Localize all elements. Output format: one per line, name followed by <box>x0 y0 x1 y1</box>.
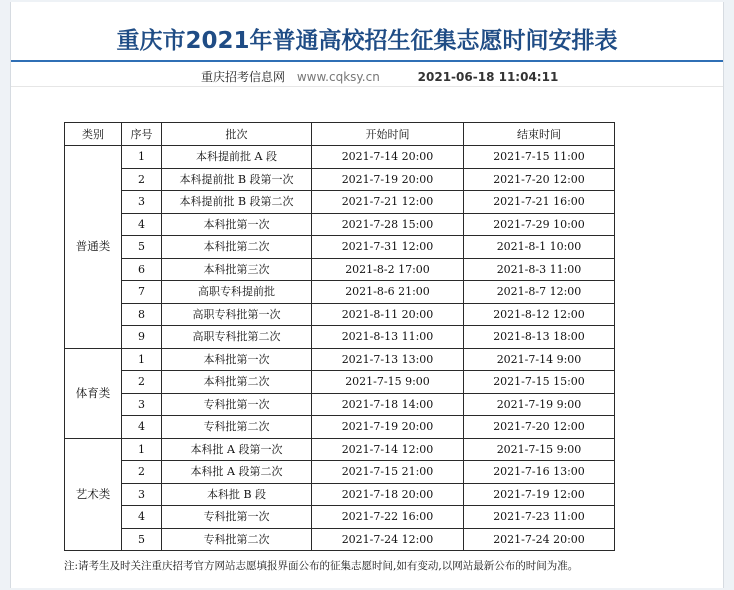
column-header-end: 结束时间 <box>464 123 615 146</box>
row-end-time: 2021-7-21 16:00 <box>464 191 615 214</box>
row-batch: 专科批第一次 <box>162 393 312 416</box>
row-index: 3 <box>122 393 162 416</box>
row-batch: 本科批第二次 <box>162 236 312 259</box>
column-header-index: 序号 <box>122 123 162 146</box>
row-batch: 专科批第二次 <box>162 416 312 439</box>
publish-datetime: 2021-06-18 11:04:11 <box>417 70 559 84</box>
table-row <box>65 146 615 169</box>
row-index: 3 <box>122 191 162 214</box>
row-end-time: 2021-8-1 10:00 <box>464 236 615 259</box>
row-start-time: 2021-7-24 12:00 <box>312 528 464 551</box>
row-end-time: 2021-7-15 11:00 <box>464 146 615 169</box>
table-row <box>65 371 615 394</box>
row-start-time: 2021-7-22 16:00 <box>312 506 464 529</box>
table-row <box>65 258 615 281</box>
row-batch: 本科提前批 A 段 <box>162 146 312 169</box>
row-index: 6 <box>122 258 162 281</box>
row-start-time: 2021-7-14 20:00 <box>312 146 464 169</box>
column-header-batch: 批次 <box>162 123 312 146</box>
table-row <box>65 528 615 551</box>
row-end-time: 2021-7-29 10:00 <box>464 213 615 236</box>
row-batch: 高职专科批第一次 <box>162 303 312 326</box>
table-row <box>65 213 615 236</box>
table-header-row <box>65 123 615 146</box>
row-end-time: 2021-8-12 12:00 <box>464 303 615 326</box>
table-row <box>65 191 615 214</box>
row-start-time: 2021-7-18 14:00 <box>312 393 464 416</box>
schedule-table <box>64 122 615 551</box>
column-header-start: 开始时间 <box>312 123 464 146</box>
footnote: 注:请考生及时关注重庆招考官方网站志愿填报界面公布的征集志愿时间,如有变动,以网站最新公布的时间为准。 <box>64 560 579 572</box>
row-index: 1 <box>122 438 162 461</box>
row-index: 3 <box>122 483 162 506</box>
row-start-time: 2021-7-19 20:00 <box>312 416 464 439</box>
row-category: 普通类 <box>65 146 122 349</box>
row-batch: 本科批 A 段第二次 <box>162 461 312 484</box>
row-end-time: 2021-7-15 15:00 <box>464 371 615 394</box>
row-end-time: 2021-7-20 12:00 <box>464 168 615 191</box>
row-start-time: 2021-7-19 20:00 <box>312 168 464 191</box>
row-end-time: 2021-7-14 9:00 <box>464 348 615 371</box>
document-page <box>10 2 724 588</box>
row-index: 4 <box>122 416 162 439</box>
row-batch: 高职专科批第二次 <box>162 326 312 349</box>
row-end-time: 2021-7-19 9:00 <box>464 393 615 416</box>
table-body <box>65 146 615 551</box>
row-start-time: 2021-7-18 20:00 <box>312 483 464 506</box>
row-start-time: 2021-8-6 21:00 <box>312 281 464 304</box>
row-batch: 本科提前批 B 段第二次 <box>162 191 312 214</box>
row-index: 5 <box>122 528 162 551</box>
row-batch: 本科批第二次 <box>162 371 312 394</box>
row-end-time: 2021-8-13 18:00 <box>464 326 615 349</box>
table-row <box>65 168 615 191</box>
row-start-time: 2021-7-15 21:00 <box>312 461 464 484</box>
row-start-time: 2021-7-14 12:00 <box>312 438 464 461</box>
row-category: 体育类 <box>65 348 122 438</box>
table-row <box>65 483 615 506</box>
row-end-time: 2021-7-19 12:00 <box>464 483 615 506</box>
row-end-time: 2021-8-3 11:00 <box>464 258 615 281</box>
row-index: 7 <box>122 281 162 304</box>
table-row <box>65 281 615 304</box>
row-index: 2 <box>122 461 162 484</box>
row-batch: 本科批第一次 <box>162 348 312 371</box>
row-index: 1 <box>122 348 162 371</box>
row-start-time: 2021-7-13 13:00 <box>312 348 464 371</box>
row-index: 1 <box>122 146 162 169</box>
table-row <box>65 348 615 371</box>
page-title: 重庆市2021年普通高校招生征集志愿时间安排表 <box>116 28 618 54</box>
row-batch: 本科批 B 段 <box>162 483 312 506</box>
table-row <box>65 506 615 529</box>
row-index: 4 <box>122 213 162 236</box>
row-batch: 高职专科提前批 <box>162 281 312 304</box>
row-index: 8 <box>122 303 162 326</box>
table-row <box>65 461 615 484</box>
row-index: 2 <box>122 371 162 394</box>
article-meta <box>201 68 558 85</box>
row-start-time: 2021-8-11 20:00 <box>312 303 464 326</box>
row-batch: 本科批 A 段第一次 <box>162 438 312 461</box>
row-start-time: 2021-7-21 12:00 <box>312 191 464 214</box>
table-row <box>65 416 615 439</box>
row-end-time: 2021-7-16 13:00 <box>464 461 615 484</box>
row-start-time: 2021-7-15 9:00 <box>312 371 464 394</box>
row-start-time: 2021-7-28 15:00 <box>312 213 464 236</box>
row-end-time: 2021-8-7 12:00 <box>464 281 615 304</box>
row-end-time: 2021-7-24 20:00 <box>464 528 615 551</box>
row-batch: 本科批第三次 <box>162 258 312 281</box>
meta-divider <box>11 86 723 87</box>
row-batch: 本科提前批 B 段第一次 <box>162 168 312 191</box>
row-index: 2 <box>122 168 162 191</box>
row-index: 9 <box>122 326 162 349</box>
row-batch: 专科批第一次 <box>162 506 312 529</box>
row-start-time: 2021-7-31 12:00 <box>312 236 464 259</box>
row-end-time: 2021-7-20 12:00 <box>464 416 615 439</box>
row-index: 5 <box>122 236 162 259</box>
title-divider <box>11 60 723 62</box>
table-row <box>65 438 615 461</box>
row-batch: 专科批第二次 <box>162 528 312 551</box>
row-end-time: 2021-7-15 9:00 <box>464 438 615 461</box>
row-start-time: 2021-8-13 11:00 <box>312 326 464 349</box>
source-site: 重庆招考信息网 <box>201 70 286 84</box>
row-batch: 本科批第一次 <box>162 213 312 236</box>
source-url[interactable]: www.cqksy.cn <box>296 70 380 84</box>
column-header-category: 类别 <box>65 123 122 146</box>
row-start-time: 2021-8-2 17:00 <box>312 258 464 281</box>
row-end-time: 2021-7-23 11:00 <box>464 506 615 529</box>
row-index: 4 <box>122 506 162 529</box>
table-row <box>65 303 615 326</box>
row-category: 艺术类 <box>65 438 122 551</box>
table-row <box>65 393 615 416</box>
table-row <box>65 236 615 259</box>
table-row <box>65 326 615 349</box>
